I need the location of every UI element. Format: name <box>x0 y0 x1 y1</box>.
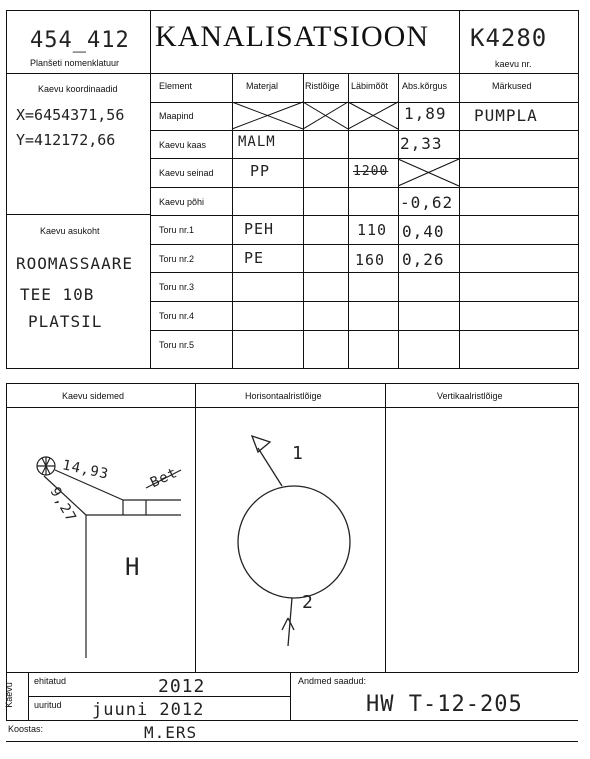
data-source-label: Andmed saadud: <box>298 676 367 686</box>
cell-abs: 0,40 <box>402 222 445 241</box>
cell-abs: 1,89 <box>404 104 447 123</box>
cell-material: PEH <box>244 220 275 238</box>
cell-diameter: 160 <box>355 251 386 269</box>
cell-material: PP <box>250 162 271 180</box>
pipe-1-label: 1 <box>292 443 304 464</box>
col-header-abs: Abs.kõrgus <box>402 81 448 91</box>
row-element: Toru nr.3 <box>159 282 195 292</box>
built-value: 2012 <box>158 676 206 697</box>
location-line-2: TEE 10B <box>20 285 95 304</box>
coords-label: Kaevu koordinaadid <box>38 84 118 94</box>
built-label: ehitatud <box>34 676 67 686</box>
row-element: Kaevu seinad <box>159 168 214 178</box>
page-title: KANALISATSIOON <box>155 20 429 53</box>
cell-abs: 2,33 <box>400 134 443 153</box>
row-element: Toru nr.5 <box>159 340 195 350</box>
section-vertical-title: Vertikaalristlõige <box>437 391 503 401</box>
cell-abs: -0,62 <box>400 193 454 212</box>
row-element: Kaevu põhi <box>159 197 205 207</box>
cell-material: PE <box>244 249 265 267</box>
section-ties-title: Kaevu sidemed <box>62 391 125 401</box>
horizontal-section-sketch <box>196 408 385 672</box>
row-element: Toru nr.1 <box>159 225 195 235</box>
col-header-material: Materjal <box>246 81 279 91</box>
cell-diameter: 1200 <box>353 164 389 179</box>
nomenclature-label: Planšeti nomenklatuur <box>30 58 120 68</box>
ties-house-label: H <box>125 553 141 581</box>
composed-value: M.ERS <box>144 723 198 742</box>
footer-side-label: Kaevu <box>3 682 14 708</box>
row-element: Toru nr.2 <box>159 254 195 264</box>
well-number: K4280 <box>470 24 548 52</box>
surveyed-label: uuritud <box>34 700 62 710</box>
data-source-value: HW T-12-205 <box>366 692 523 717</box>
cell-abs: 0,26 <box>402 250 445 269</box>
coord-x: X=6454371,56 <box>16 106 125 124</box>
row-element: Kaevu kaas <box>159 140 207 150</box>
surveyed-value: juuni 2012 <box>92 700 205 720</box>
cell-notes: PUMPLA <box>474 106 538 125</box>
ties-dist-1: 14,93 <box>60 457 111 483</box>
well-number-label: kaevu nr. <box>495 59 532 69</box>
col-header-element: Element <box>159 81 193 91</box>
pipe-2-label: 2 <box>302 592 314 613</box>
cell-diameter: 110 <box>357 221 388 239</box>
nomenclature-value: 454_412 <box>30 28 130 53</box>
ties-bet-label: Bet <box>147 464 181 492</box>
cell-material: MALM <box>238 134 276 150</box>
ties-dist-2: 9,27 <box>46 484 80 526</box>
composed-label: Koostas: <box>8 724 44 734</box>
col-header-notes: Märkused <box>492 81 532 91</box>
location-label: Kaevu asukoht <box>40 226 100 236</box>
col-header-cross: Ristlõige <box>305 81 340 91</box>
row-element: Toru nr.4 <box>159 311 195 321</box>
ties-sketch <box>6 408 195 672</box>
row-element: Maapind <box>159 111 194 121</box>
col-header-diameter: Läbimõõt <box>351 81 389 91</box>
coord-y: Y=412172,66 <box>16 131 116 149</box>
location-line-3: PLATSIL <box>28 312 103 331</box>
section-horizontal-title: Horisontaalristlõige <box>245 391 322 401</box>
location-line-1: ROOMASSAARE <box>16 254 133 273</box>
